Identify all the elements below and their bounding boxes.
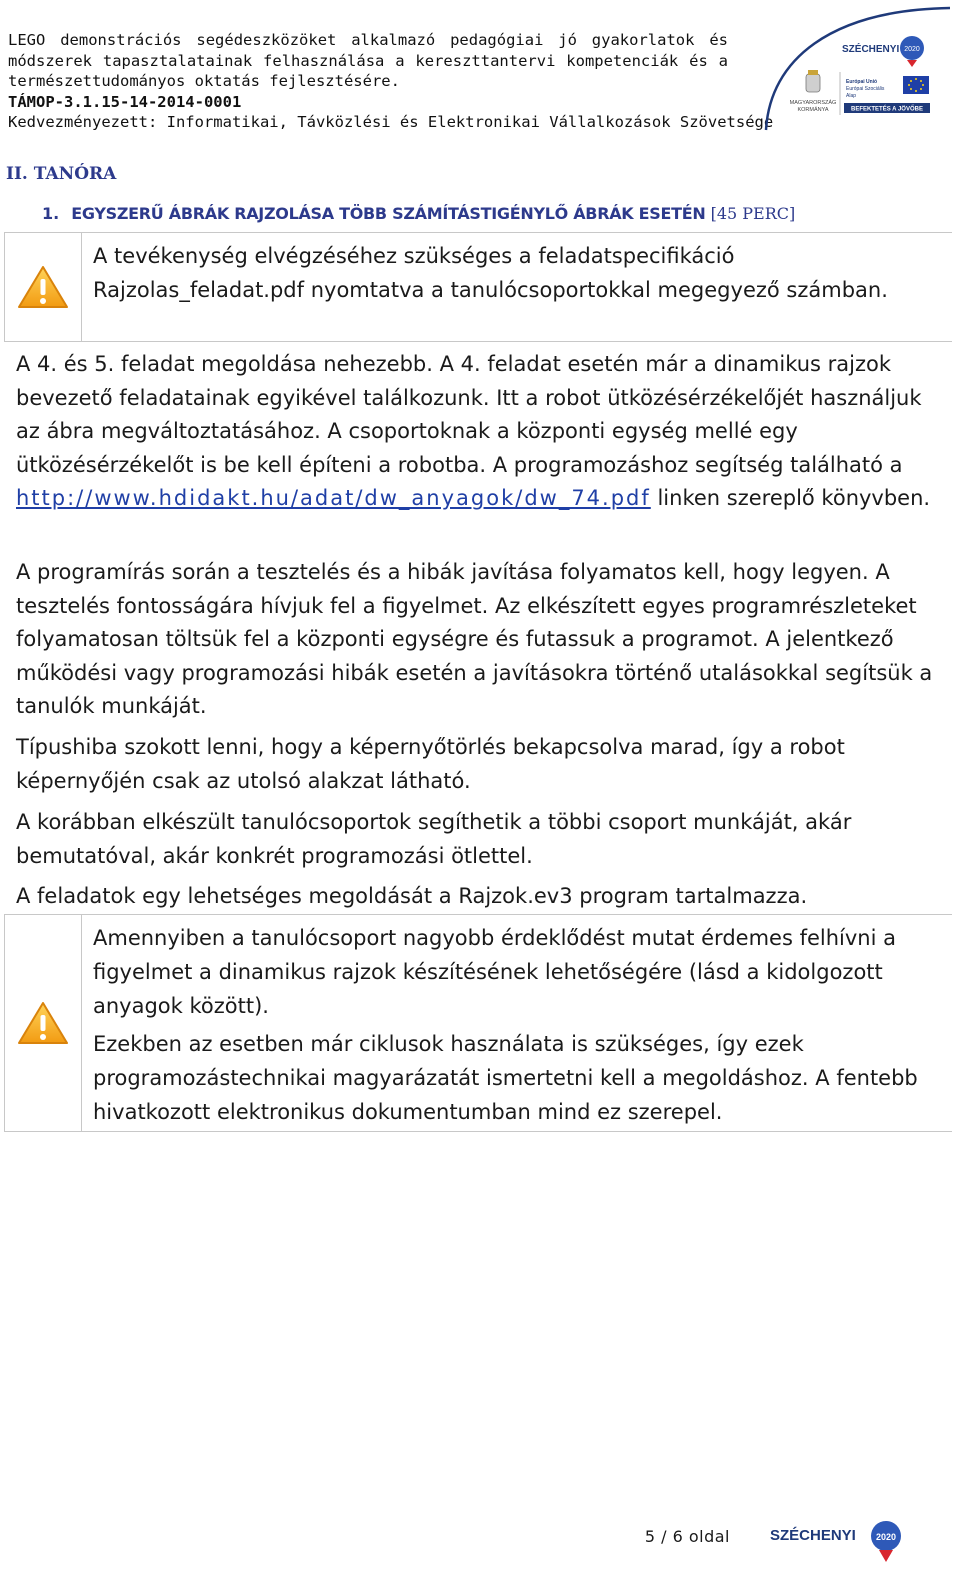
subsection-title [42,204,795,223]
logo-brand: SZÉCHENYI [842,44,900,55]
hdidakt-pdf-link[interactable]: http://www.hdidakt.hu/adat/dw_anyagok/dw_74.pdf [16,486,651,510]
paragraph-typical-error [16,731,936,798]
logo-eu-line3: Alap [846,93,857,99]
paragraph-4-text: A korábban elkészült tanulócsoportok segíthetik a többi csoport munkáját, akár bemutatóval, akár konkrét programozási ötlettel. [16,810,852,868]
note-icon-cell [4,233,82,341]
logo-gov-line2: KORMÁNYA [797,107,829,113]
note-box-1 [4,232,952,342]
note-2-text-2: Ezekben az esetben már ciklusok használata is szükséges, így ezek programozástechnikai magyarázatát ismertetni kell a megoldáshoz. A fentebb hivatkozott elektronikus dokumentumban mind ez szerepel. [93,1032,918,1124]
header-line-3: természettudományos oktatás fejlesztésére. [8,72,400,90]
logo-gov-line1: MAGYARORSZÁG [789,100,837,106]
paragraph-2-text: A programírás során a tesztelés és a hibák javítása folyamatos kell, hogy legyen. A tesztelés fontosságára hívjuk fel a figyelmet. Az elkészített egyes programrészleteket folyamatosan töltsük fel a központi egységre és futassuk a programot. A jelentkező működési vagy programozási hibák esetén a javításokra történő utalásokkal segítsük a tanulók munkáját. [16,560,933,718]
coat-of-arms-icon [806,70,820,92]
note-2-text-1: Amennyiben a tanulócsoport nagyobb érdeklődést mutat érdemes felhívni a figyelmet a dinamikus rajzok készítésének lehetőségére (lásd a kidolgozott anyagok között). [93,926,896,1018]
paragraph-1-text-after-link: linken szereplő könyvben. [657,486,931,510]
footer-year: 2020 [875,1532,897,1542]
logo-year: 2020 [904,46,920,53]
section-title: II. TANÓRA [6,164,117,184]
beneficiary: Kedvezményezett: Informatikai, Távközlési és Elektronikai Vállalkozások Szövetsége [8,113,774,131]
project-code: TÁMOP-3.1.15-14-2014-0001 [8,92,242,111]
header-line-2: módszerek tapasztalatainak felhasználása a kereszttantervi kompetenciák és a [8,51,728,70]
subsection-duration: [45 PERC] [710,204,796,223]
eu-flag-icon [903,76,929,94]
note-icon-cell [4,915,82,1131]
warning-icon [16,264,70,310]
header-line-1: LEGO demonstrációs segédeszközöket alkalmazó pedagógiai jó gyakorlatok és [8,31,728,49]
paragraph-group-help [16,806,936,873]
warning-icon [16,1000,70,1046]
paragraph-solution [16,880,936,914]
logo-eu-line2: Európai Szociális [846,86,885,92]
note-1-text: A tevékenység elvégzéséhez szükséges a feladatspecifikáció Rajzolas_feladat.pdf nyomtatva a tanulócsoportokkal megegyező számban. [93,244,888,302]
subsection-title-text: EGYSZERŰ ÁBRÁK RAJZOLÁSA TÖBB SZÁMÍTÁSTIGÉNYLŐ ÁBRÁK ESETÉN [71,204,706,223]
note-box-2 [4,914,952,1132]
footer-brand: SZÉCHENYI [770,1527,856,1544]
paragraph-1-text: A 4. és 5. feladat megoldása nehezebb. A 4. feladat esetén már a dinamikus rajzok bevezető feladatainak egyikével találkozunk. Itt a robot ütközésérzékelőjét használjuk az ábra megváltoztatásához. A csoportoknak a központi egység mellé egy ütközésérzékelőt is be kell építeni a robotba. A programozáshoz segítség található a [16,352,922,477]
page-number: 5 / 6 oldal [644,1527,730,1546]
paragraph-3-text: Típushiba szokott lenni, hogy a képernyőtörlés bekapcsolva marad, így a robot képernyőjén csak az utolsó alakzat látható. [16,735,845,793]
szechenyi-2020-footer-logo [768,1515,908,1565]
header-project-description [8,30,774,133]
subsection-number: 1. [42,204,60,223]
logo-invest: BEFEKTETÉS A JÖVŐBE [851,106,923,113]
logo-eu-line1: Európai Unió [846,79,878,85]
szechenyi-2020-header-logo [760,0,960,135]
paragraph-task4-5 [16,348,936,516]
paragraph-testing [16,556,936,724]
paragraph-5-text: A feladatok egy lehetséges megoldását a Rajzok.ev3 program tartalmazza. [16,884,808,908]
